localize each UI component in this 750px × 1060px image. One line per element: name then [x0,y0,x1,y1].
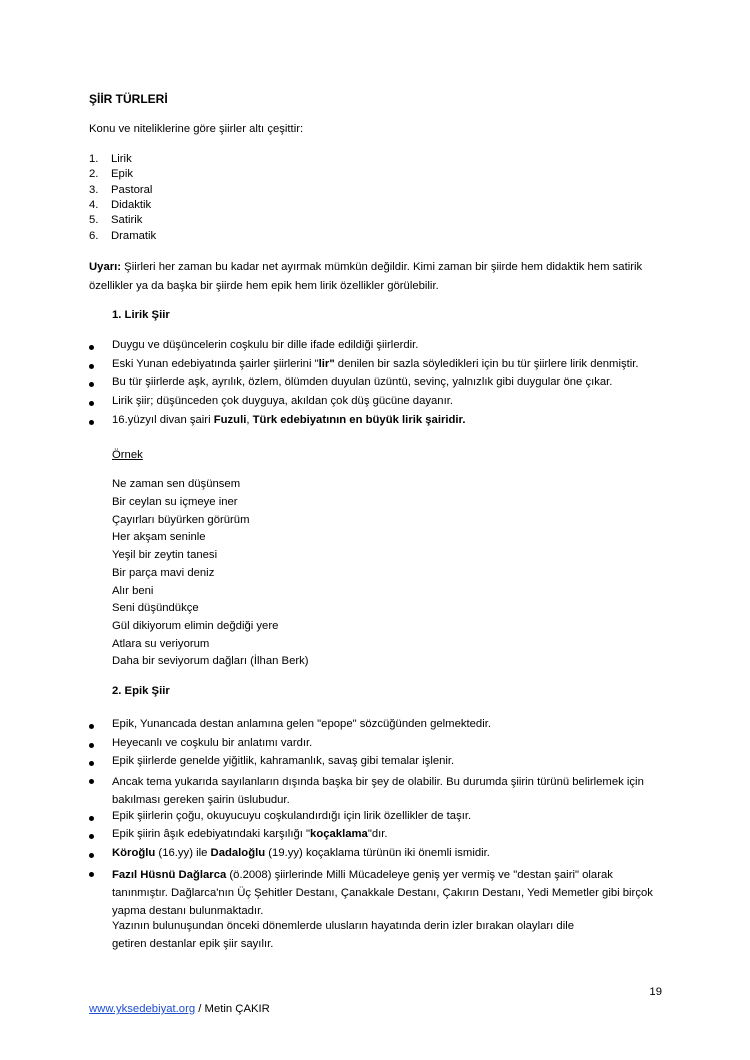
footer-author: / Metin ÇAKIR [195,1003,270,1015]
bullet-icon [89,401,94,406]
section-heading-lirik: 1. Lirik Şiir [112,309,170,321]
bullet-icon [89,853,94,858]
poem-line: Bir ceylan su içmeye iner [112,496,238,508]
bullet-icon [89,420,94,425]
bullet-icon [89,364,94,369]
bullet-icon [89,872,94,877]
list-item: 2. Epik [89,168,133,180]
poem-line: Yeşil bir zeytin tanesi [112,549,218,561]
page-title: ŞİİR TÜRLERİ [89,92,168,106]
bullet-icon [89,761,94,766]
paragraph-line: getiren destanlar epik şiir sayılır. [112,938,274,950]
poem-line: Gül dikiyorum elimin değdiği yere [112,620,279,632]
section-heading-epik: 2. Epik Şiir [112,685,170,697]
bullet-icon [89,779,94,784]
poem-line: Her akşam seninle [112,531,206,543]
intro-text: Konu ve niteliklerine göre şiirler altı çeşittir: [89,123,304,135]
bullet-icon [89,382,94,387]
poem-line: Atlara su veriyorum [112,638,210,650]
poem-line: Seni düşündükçe [112,602,199,614]
bullet-icon [89,724,94,729]
list-item: 3. Pastoral [89,184,153,196]
bullet-icon [89,743,94,748]
footer-link[interactable]: www.yksedebiyat.org [89,1003,196,1015]
bullet-icon [89,816,94,821]
poem-line: Bir parça mavi deniz [112,567,215,579]
poem-line: Daha bir seviyorum dağları (İlhan Berk) [112,655,309,667]
page-number: 19 [649,986,662,998]
poem-line: Ne zaman sen düşünsem [112,478,241,490]
warning-paragraph: Uyarı: Şiirleri her zaman bu kadar net ayırmak mümkün değildir. Kimi zaman bir şiirde hem didaktik hem satirik özellikler ya da başka bir şiirde hem epik hem lirik özellikler görülebilir. [89,261,643,292]
footer [89,1003,270,1015]
poem-line: Çayırları büyürken görürüm [112,514,250,526]
list-item: 5. Satirik [89,214,143,226]
list-item: 4. Didaktik [89,199,152,211]
list-item: 6. Dramatik [89,230,157,242]
list-item: 1. Lirik [89,153,132,165]
bullet-icon [89,834,94,839]
paragraph-line: Yazının bulunuşundan önceki dönemlerde ulusların hayatında derin izler bırakan olayları dile [112,920,574,932]
bullet-icon [89,345,94,350]
example-label: Örnek [112,449,143,461]
poem-line: Alır beni [112,585,154,597]
